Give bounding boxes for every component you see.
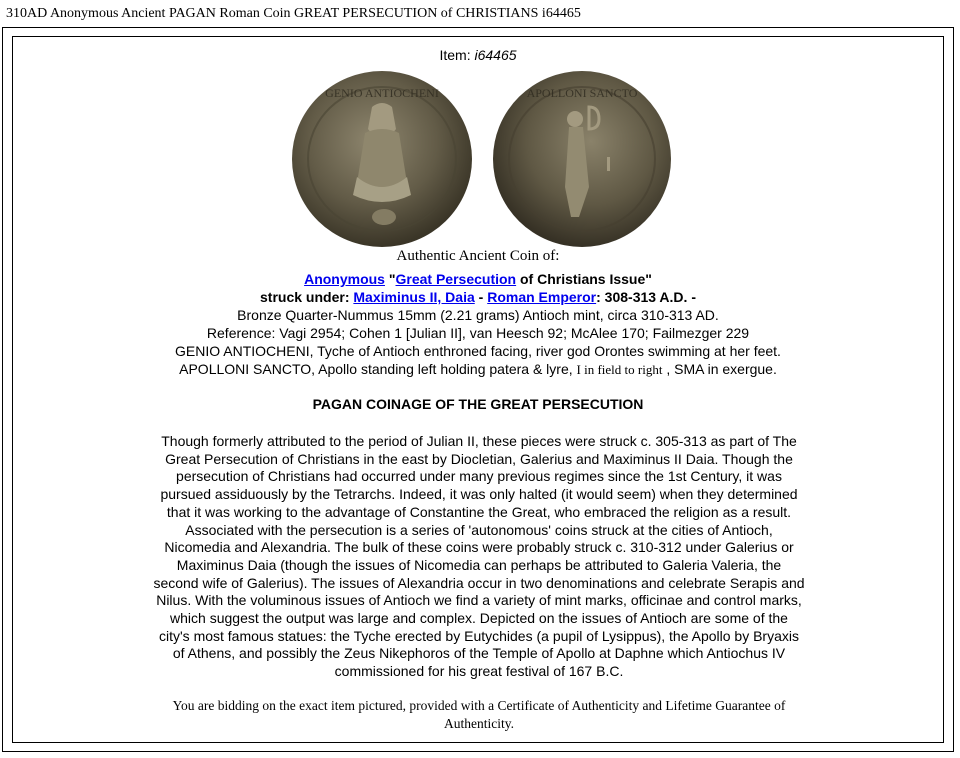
link-great-persecution[interactable]: Great Persecution	[395, 271, 517, 287]
struck-under-dates: : 308-313 A.D. -	[596, 289, 696, 305]
link-maximinus[interactable]: Maximinus II, Daia	[353, 289, 475, 305]
reverse-line	[13, 360, 943, 379]
item-label: Item:	[439, 47, 475, 63]
section-heading: PAGAN COINAGE OF THE GREAT PERSECUTION	[312, 396, 644, 412]
coin-obverse-tyche-icon	[287, 67, 477, 251]
section-body: Though formerly attributed to the period of Julian II, these pieces were struck c. 305-313 as part of The Great Persecution of Christians in the east by Diocletian, Galerius and Maximinus II Daia. Though the persecution of Christians had occurred under many previous regimes since the 1st Century, it was pursued assiduously by the Tetrarchs. Indeed, it was only halted (it would seem) when they determined that it was working to the advantage of Constantine the Great, who embraced the religion as a result. Associated with the persecution is a series of 'autonomous' coins struck at the cities of Antioch, Nicomedia and Alexandria. The bulk of these coins were probably struck c. 310-312 under Galerius or Maximinus Daia (though the issues of Nicomedia can perhaps be attributed to Galeria Valeria, the second wife of Galerius). The issues of Alexandria occur in two denominations and celebrate Serapis and Nilus. With the voluminous issues of Antioch we find a variety of mint marks, officinae and control marks, which suggest the output was large and complex. Depicted on the issues of Antioch are some of the city's most famous statues: the Tyche erected by Eutychides (a pupil of Lysippus), the Apollo by Bryaxis of Athens, and possibly the Zeus Nikephoros of the Temple of Apollo at Daphne which Antiochus IV commissioned for his great festival of 167 B.C.	[153, 433, 805, 680]
svg-text:GENIO ANTIOCHENI: GENIO ANTIOCHENI	[325, 86, 439, 100]
page-title: 310AD Anonymous Ancient PAGAN Roman Coin GREAT PERSECUTION of CHRISTIANS i64465	[6, 6, 581, 21]
listing-inner-frame	[12, 36, 944, 743]
struck-under-separator: -	[474, 289, 488, 305]
reference-line: Reference: Vagi 2954; Cohen 1 [Julian II], van Heesch 92; McAlee 170; Failmezger 229	[206, 325, 750, 341]
coin-description	[13, 270, 943, 379]
reverse-part-2: I in field to right	[576, 362, 663, 377]
reverse-part-1: APOLLONI SANCTO, Apollo standing left holding patera & lyre,	[179, 361, 577, 377]
coin-images	[287, 67, 677, 251]
item-number-line	[13, 47, 943, 63]
item-number: i64465	[474, 47, 517, 63]
listing-frame	[2, 27, 954, 752]
obverse-line: GENIO ANTIOCHENI, Tyche of Antioch enthroned facing, river god Orontes swimming at her feet.	[175, 343, 781, 359]
link-roman-emperor[interactable]: Roman Emperor	[487, 289, 597, 305]
issue-rest: of Christians Issue"	[516, 271, 652, 287]
svg-text:APOLLONI SANCTO: APOLLONI SANCTO	[526, 86, 638, 100]
authentic-coin-heading: Authentic Ancient Coin of:	[396, 248, 560, 264]
authenticity-footer: You are bidding on the exact item pictured, provided with a Certificate of Authenticity and Lifetime Guarantee of Authenticity.	[172, 698, 786, 731]
issue-line	[13, 270, 943, 288]
coin-reverse-apollo-icon	[489, 67, 675, 251]
reverse-part-3: , SMA in exergue.	[662, 361, 777, 377]
issue-quote-open: "	[384, 271, 396, 287]
denomination-line: Bronze Quarter-Nummus 15mm (2.21 grams) Antioch mint, circa 310-313 AD.	[237, 307, 719, 323]
struck-under-prefix: struck under:	[260, 289, 354, 305]
struck-under-line	[13, 288, 943, 306]
link-anonymous[interactable]: Anonymous	[304, 271, 385, 287]
